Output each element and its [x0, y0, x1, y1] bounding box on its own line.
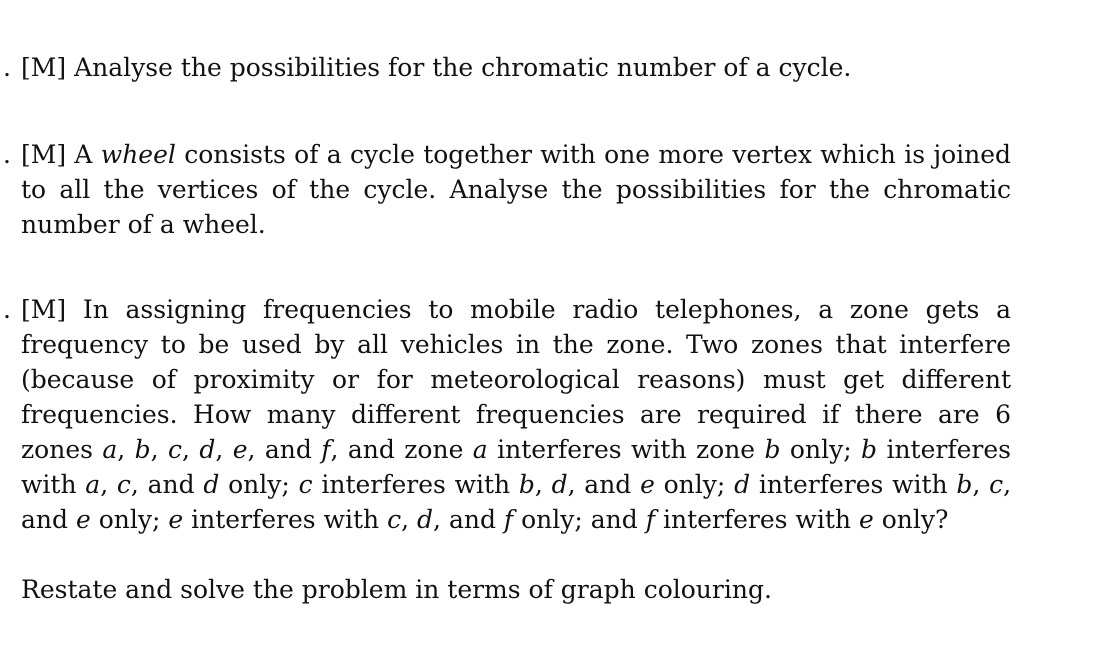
text-interferes-with: interferes with [191, 505, 380, 534]
exercise-chromatic-cycle [3, 50, 1011, 85]
text-only: only [98, 505, 152, 534]
exercise-tag: [M] [21, 140, 67, 169]
text-only: only [663, 470, 717, 499]
text-interferes-with: interferes with [662, 505, 851, 534]
exercise-radio-frequencies: . [M] In assigning frequencies to mobile radio telephones, a zone gets a frequency to be used by all vehicles in the zone. Two zones that interfere (because of proximity or for meteorological reasons) must get different frequencies. How many different frequencies are required if there are 6 zones a, b, c, d, e, and f, and zone a interferes with zone b only; b interferes with a, c, and d only; c interferes with b, d, and e only; d interferes with b, c, and e only; e interferes with c, d, and f only; and f interferes with e only? [21, 292, 1011, 537]
exercise-bullet: . [3, 295, 11, 324]
exercise-chromatic-wheel [3, 137, 1012, 242]
zone-var-d: d [734, 470, 751, 499]
restate-text: Restate and solve the problem in terms of graph colouring. [21, 575, 772, 604]
text-interferes-with: interferes with [321, 470, 511, 499]
zone-var-e: e [168, 505, 184, 534]
zone-var-c: c [989, 470, 1004, 499]
exercise-bullet: . [3, 53, 11, 82]
connective-and: and [584, 470, 632, 499]
zone-var-a: a [85, 470, 101, 499]
text-and-zone: and zone [347, 435, 464, 464]
zone-var-d: d [199, 435, 216, 464]
zone-var-e: e [858, 505, 874, 534]
zone-var-e: e [75, 505, 91, 534]
zone-var-d: d [417, 505, 434, 534]
zone-var-b: b [518, 470, 535, 499]
text-interferes-with: interferes with [497, 435, 687, 464]
zone-var-b: b [764, 435, 781, 464]
zone-var-c: c [116, 470, 131, 499]
text-interferes-with: interferes with [758, 470, 948, 499]
zone-var-f: f [321, 435, 331, 464]
zone-var-c: c [298, 470, 313, 499]
connective-and: and [264, 435, 312, 464]
connective-and: and [448, 505, 496, 534]
exercise-text-intro: In assigning frequencies to mobile radio telephones, a zone gets a frequency to be used by all vehicles in the zone. Two zones that interfere (because of proximity or for meteorological reasons) must get different frequencies. How many different frequencies are required if there are 6 zones [21, 295, 1011, 464]
zone-var-d: d [203, 470, 220, 499]
zone-var-e: e [232, 435, 248, 464]
exercise-tag: [M] [21, 53, 67, 82]
zone-var-e: e [640, 470, 655, 499]
connective-and: and [147, 470, 195, 499]
zone-var-d: d [551, 470, 568, 499]
text-interferes-with: interferes with [21, 435, 1011, 499]
zone-var-a: a [472, 435, 488, 464]
exercise-text-before: A [74, 140, 93, 169]
zone-var-c: c [387, 505, 402, 534]
text-zone: zone [695, 435, 756, 464]
emphasized-term-wheel: wheel [100, 140, 176, 169]
exercise-tag: [M] [21, 295, 67, 324]
zone-var-f: f [645, 505, 656, 534]
zone-var-b: b [861, 435, 878, 464]
exercise-text: Analyse the possibilities for the chromatic number of a cycle. [74, 53, 852, 82]
zone-var-c: c [167, 435, 182, 464]
zone-var-a: a [102, 435, 118, 464]
text-only: only [789, 435, 844, 464]
text-only-question: only? [881, 505, 949, 534]
connective-and: and [21, 505, 69, 534]
text-only: only [228, 470, 282, 499]
connective-and: and [590, 505, 638, 534]
exercise-bullet: . [3, 140, 11, 169]
zone-var-b: b [134, 435, 151, 464]
zone-var-b: b [956, 470, 973, 499]
restate-instruction [21, 572, 1011, 607]
text-only: only [521, 505, 575, 534]
zone-var-f: f [503, 505, 514, 534]
exercise-text-after: consists of a cycle together with one more vertex which is joined to all the vertices of the cycle. Analyse the possibilities for the chromatic number of a wheel. [21, 140, 1012, 239]
